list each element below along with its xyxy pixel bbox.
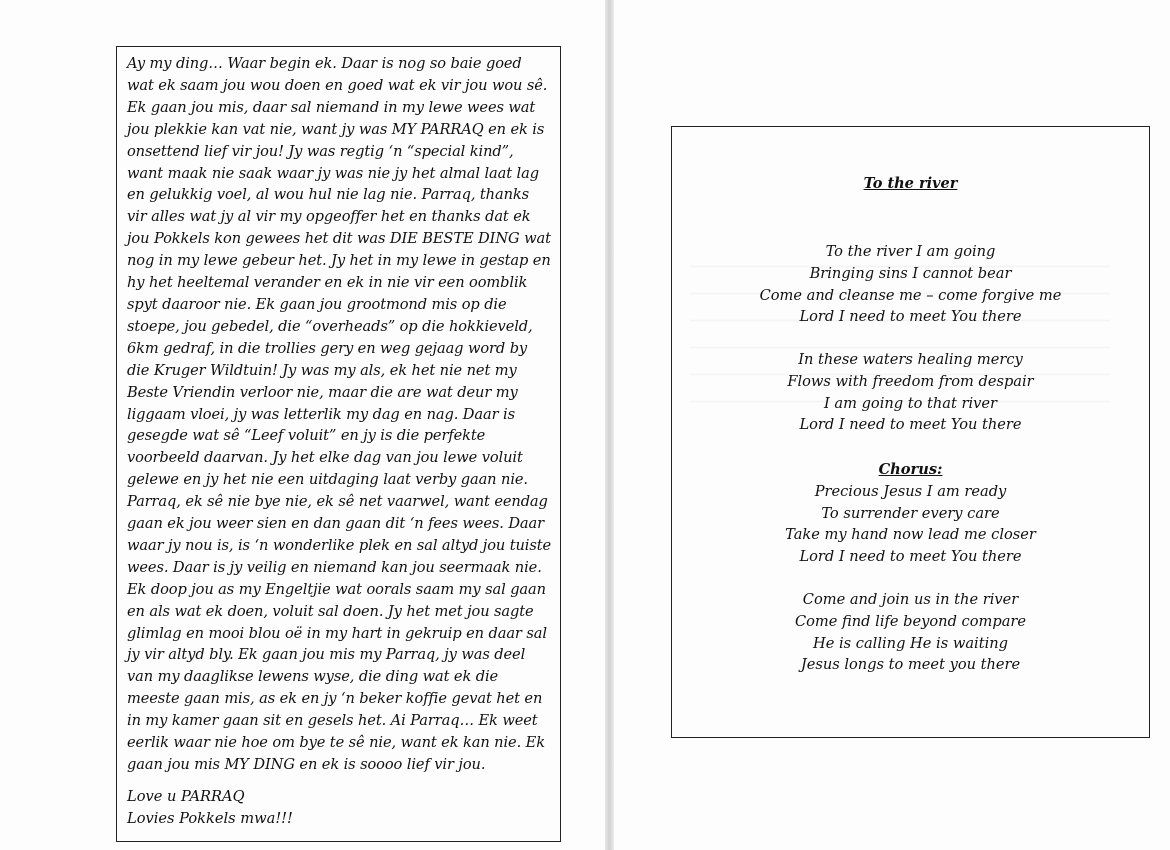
verse-line: I am going to that river — [823, 394, 998, 412]
song-verse-3 — [672, 589, 1149, 676]
verse-line: Come and cleanse me – come forgive me — [759, 286, 1062, 304]
verse-line: Flows with freedom from despair — [787, 372, 1034, 390]
chorus-line: Precious Jesus I am ready — [814, 482, 1007, 500]
verse-line: Come and join us in the river — [802, 591, 1019, 608]
song-frame — [671, 126, 1150, 738]
song-verse-1 — [672, 241, 1149, 328]
verse-line: To the river I am going — [825, 243, 996, 260]
page-fold — [605, 0, 614, 850]
chorus-label: Chorus: — [878, 461, 943, 478]
song-chorus — [672, 459, 1149, 568]
letter-signoff — [127, 786, 552, 830]
verse-line: Lord I need to meet You there — [799, 416, 1022, 434]
verse-line: Bringing sins I cannot bear — [809, 264, 1012, 282]
chorus-line: Take my hand now lead me closer — [785, 526, 1036, 544]
letter-frame — [116, 46, 561, 842]
verse-line: He is calling He is waiting — [813, 634, 1008, 652]
verse-line: Come find life beyond compare — [794, 612, 1027, 630]
signoff-line-1: Love u PARRAQ — [127, 787, 245, 805]
verse-line: In these waters healing mercy — [798, 351, 1023, 368]
verse-line: Lord I need to meet You there — [799, 308, 1022, 326]
signoff-line-2: Lovies Pokkels mwa!!! — [127, 809, 293, 827]
chorus-line: To surrender every care — [821, 504, 1000, 522]
letter-body: Ay my ding… Waar begin ek. Daar is nog so baie goed wat ek saam jou wou doen en goed wat ek vir jou wou sê. Ek gaan jou mis, daar sal niemand in my lewe wees wat jou plekkie kan vat nie, want jy was MY PARRAQ en ek is onsettend lief vir jou! Jy was regtig ‘n “special kind”, want maak nie saak waar jy was nie jy het almal laat lag en gelukkig voel, al wou hul nie lag nie. Parraq, thanks vir alles wat jy al vir my opgeoffer het en thanks dat ek jou Pokkels kon gewees het dit was DIE BESTE DING wat nog in my lewe gebeur het. Jy het in my lewe in gestap en hy het heeltemal verander en ek in nie vir een oomblik spyt daaroor nie. Ek gaan jou grootmond mis op die stoepe, jou gebedel, die “overheads” op die hokkieveld, 6km gedraf, in die trollies gery en weg gejaag word by die Kruger Wildtuin! Jy was my als, ek het nie net my Beste Vriendin verloor nie, maar die are wat deur my liggaam vloei, jy was letterlik my dag en nag. Daar is gesegde wat sê “Leef voluit” en jy is die perfekte voorbeeld daarvan. Jy het elke dag van jou lewe voluit gelewe en jy het nie een uitdaging laat verby gaan nie. Parraq, ek sê nie bye nie, ek sê net vaarwel, want eendag gaan ek jou weer sien en dan gaan dit ‘n fees wees. Daar waar jy nou is, is ‘n wonderlike plek en sal altyd jou tuiste wees. Daar is jy veilig en niemand kan jou seermaak nie. Ek doop jou as my Engeltjie wat oorals saam my sal gaan en als wat ek doen, voluit sal doen. Jy het met jou sagte glimlag en mooi blou oë in my hart in gekruip en daar sal jy vir altyd bly. Ek gaan jou mis my Parraq, jy was deel van my daaglikse lewens wyse, die ding wat ek die meeste gaan mis, as ek en jy ‘n beker koffie gevat het en in my kamer gaan sit en gesels het. Ai Parraq… Ek weet eerlik waar nie hoe om bye te sê nie, want ek kan nie. Ek gaan jou mis MY DING en ek is soooo lief vir jou. — [127, 55, 552, 773]
song-verse-2 — [672, 349, 1149, 436]
verse-line: Jesus longs to meet you there — [800, 656, 1021, 674]
song-title: To the river — [863, 175, 958, 192]
chorus-line: Lord I need to meet You there — [799, 548, 1022, 566]
